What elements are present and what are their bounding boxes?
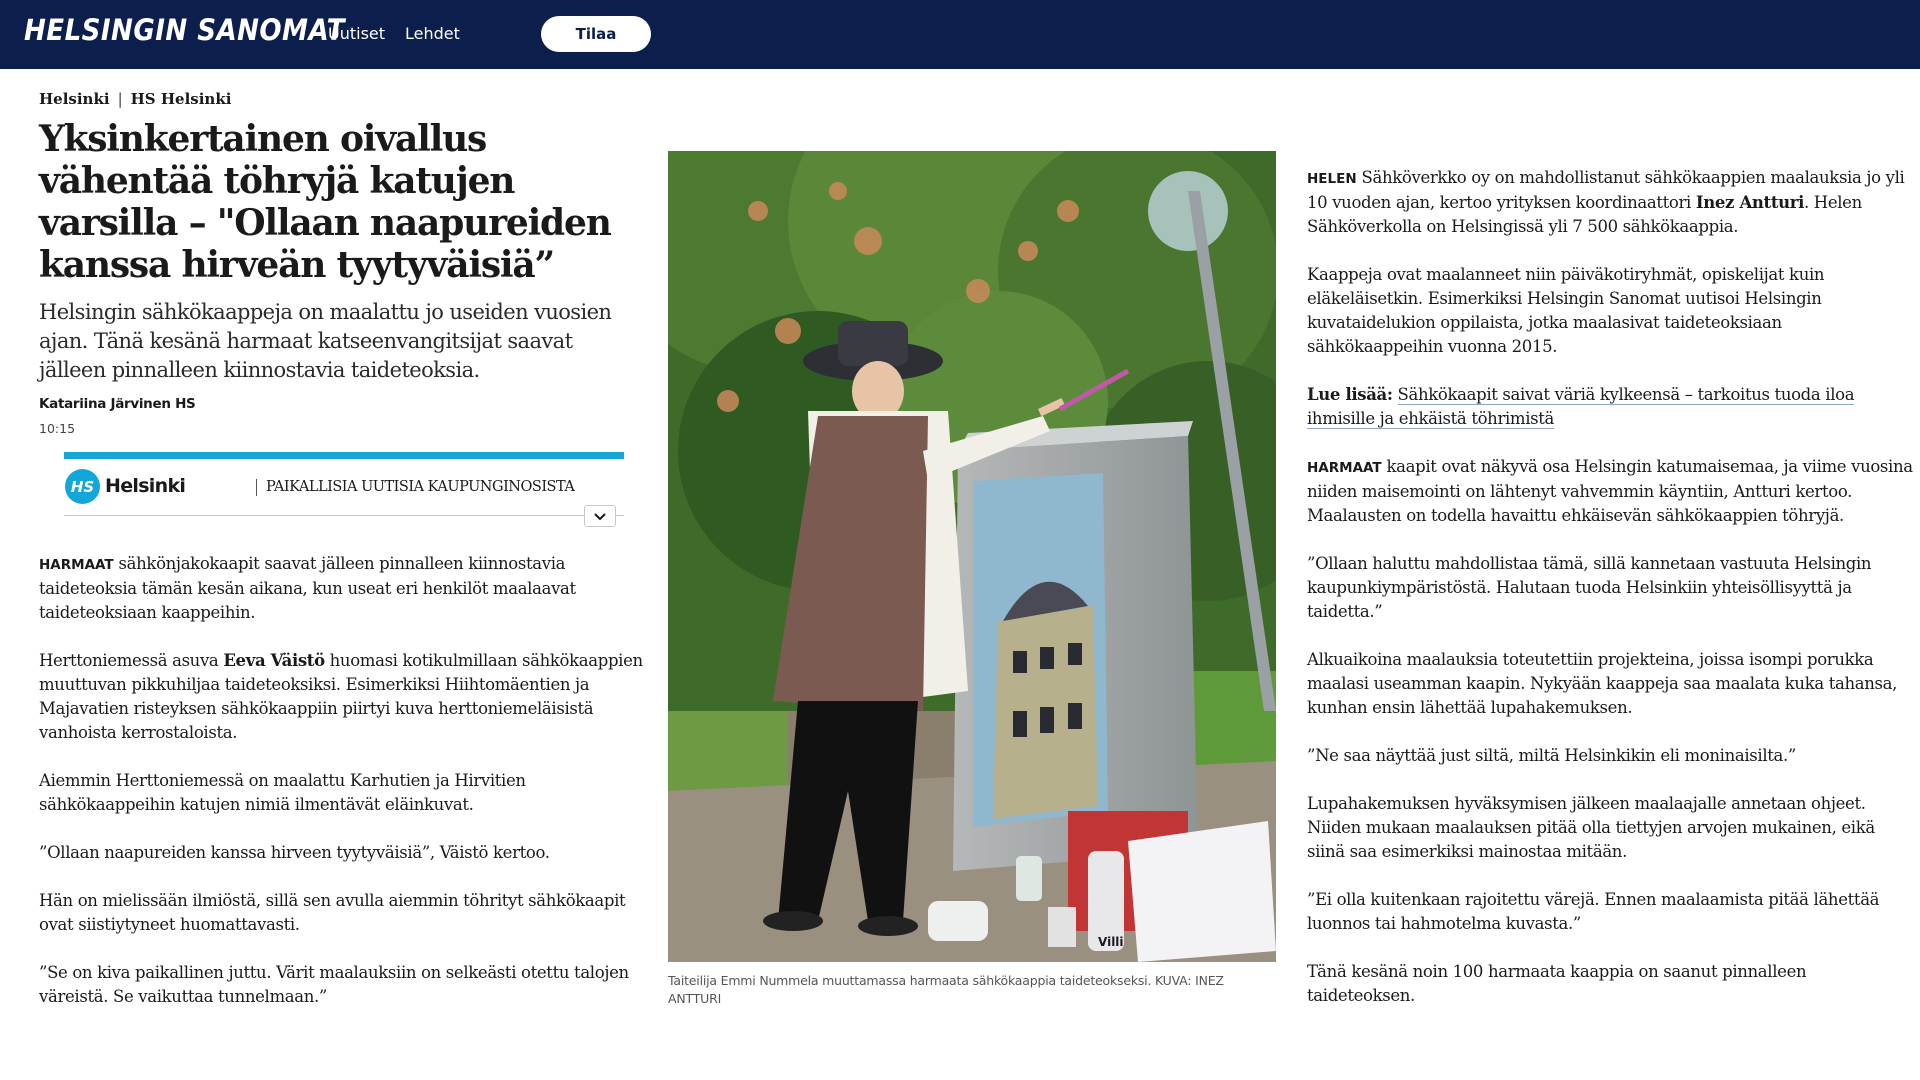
promo-accent-bar	[64, 452, 624, 459]
paragraph-text: Sähköverkko oy on mahdollistanut sähkökaappien maalauksia jo yli 10 vuoden ajan, kertoo yrityksen koordinaattori	[1307, 168, 1905, 212]
promo-expand-button[interactable]	[584, 505, 616, 527]
lead-caps: HARMAAT	[1307, 460, 1382, 476]
promo-section-name[interactable]: Helsinki	[105, 475, 186, 497]
paragraph: ”Ollaan haluttu mahdollistaa tämä, sillä kannetaan vastuuta Helsingin kaupunkiympäristöstä. Halutaan tuoda Helsinkiin yhteisöllisyyttä ja taidetta.”	[1307, 554, 1872, 621]
hs-badge-icon[interactable]: HS	[65, 469, 100, 504]
breadcrumb-hs-helsinki[interactable]: HS Helsinki	[130, 90, 232, 108]
paragraph-text: kaapit ovat näkyvä osa Helsingin katumaisemaa, ja viime vuosina niiden maisemointi on lähtenyt vahvemmin käyntiin, Antturi kertoo. Maalausten on todella havaittu ehkäisevän sähkökaappien töhryjä.	[1307, 457, 1913, 525]
paragraph: ”Ei olla kuitenkaan rajoitettu värejä. Ennen maalaamista pitää lähettää luonnos tai hahmotelma kuvasta.”	[1307, 890, 1880, 933]
paragraph	[1307, 166, 1915, 239]
promo-divider	[256, 479, 257, 496]
chevron-down-icon	[593, 512, 607, 521]
person-name: Eeva Väistö	[223, 651, 325, 670]
read-more	[1307, 383, 1915, 431]
publish-time: 10:15	[39, 421, 76, 436]
breadcrumb	[39, 90, 231, 108]
site-logo[interactable]: HELSINGIN SANOMAT	[24, 13, 345, 47]
lead-caps: HARMAAT	[39, 557, 114, 573]
article-body-right	[1307, 166, 1915, 1032]
paragraph: Lupahakemuksen hyväksymisen jälkeen maalaajalle annetaan ohjeet. Niiden mukaan maalauksen pitää olla tiettyjen arvojen mukainen, eikä siinä saa esimerkiksi mainostaa mitään.	[1307, 794, 1875, 861]
breadcrumb-helsinki[interactable]: Helsinki	[39, 90, 110, 108]
paragraph	[1307, 455, 1915, 528]
nav-link-lehdet[interactable]: Lehdet	[405, 24, 460, 43]
photo-caption: Taiteilija Emmi Nummela muuttamassa harmaata sähkökaappia taideteokseksi. KUVA: INEZ ANTTURI	[668, 973, 1224, 1006]
paragraph: Aiemmin Herttoniemessä on maalattu Karhutien ja Hirvitien sähkökaappeihin katujen nimiä ilmentävät eläinkuvat.	[39, 771, 526, 814]
subscribe-button[interactable]: Tilaa	[541, 16, 651, 52]
paragraph: Tänä kesänä noin 100 harmaata kaappia on saanut pinnalleen taideteoksen.	[1307, 962, 1807, 1005]
paragraph-text: sähkönjakokaapit saavat jälleen pinnalleen kiinnostavia taideteoksia tämän kesän aikana, kun useat eri henkilöt maalaavat taideteoksiaan kaappeihin.	[39, 554, 576, 622]
paragraph: Alkuaikoina maalauksia toteutettiin projekteina, joissa isompi porukka maalasi useamman kaapin. Nykyään kaappeja saa maalata kuka tahansa, kunhan ensin lähettää lupahakemuksen.	[1307, 650, 1898, 717]
paragraph	[39, 552, 644, 625]
breadcrumb-separator: |	[117, 90, 123, 108]
paragraph: Hän on mielissään ilmiöstä, sillä sen avulla aiemmin töhrityt sähkökaapit ovat siistiytyneet huomattavasti.	[39, 891, 626, 934]
article-headline: Yksinkertainen oivallus vähentää töhryjä katujen varsilla – "Ollaan naapureiden kanssa hirveän tyytyväisiä”	[39, 118, 611, 286]
read-more-label: Lue lisää:	[1307, 385, 1393, 404]
author-name[interactable]: Katariina Järvinen HS	[39, 396, 196, 412]
paragraph: ”Se on kiva paikallinen juttu. Värit maalauksiin on selkeästi otettu talojen väreistä. Se vaikuttaa tunnelmaan.”	[39, 963, 629, 1006]
photo-artist-painting-cabinet	[668, 151, 1276, 962]
nav-link-uutiset[interactable]: Uutiset	[328, 24, 386, 43]
promo-tagline: PAIKALLISIA UUTISIA KAUPUNGINOSISTA	[266, 479, 575, 495]
lead-caps: HELEN	[1307, 171, 1357, 187]
read-more-link[interactable]: Sähkökaapit saivat väriä kylkeensä – tarkoitus tuoda iloa ihmisille ja ehkäistä töhrimistä	[1307, 385, 1855, 428]
article-lead: Helsingin sähkökaappeja on maalattu jo useiden vuosien ajan. Tänä kesänä harmaat katseenvangitsijat saavat jälleen pinnalleen kiinnostavia taideteoksia.	[39, 300, 612, 382]
top-navigation-bar	[0, 0, 1920, 69]
paragraph-text: . Helen Sähköverkolla on Helsingissä yli 7 500 sähkökaappia.	[1307, 193, 1862, 236]
paragraph-text: Herttoniemessä asuva	[39, 651, 224, 670]
promo-bottom-line	[64, 515, 624, 516]
paragraph: Kaappeja ovat maalanneet niin päiväkotiryhmät, opiskelijat kuin eläkeläisetkin. Esimerkiksi Helsingin Sanomat uutisoi Helsingin kuvataidelukion oppilaista, jotka maalasivat taideteoksiaan sähkökaappeihin vuonna 2015.	[1307, 265, 1825, 356]
paragraph	[39, 649, 644, 745]
paragraph-text: huomasi kotikulmillaan sähkökaappien muuttuvan pikkuhiljaa taideteoksiksi. Esimerkiksi Hiihtomäentien ja Majavatien risteyksen sähkökaappiin piirtyi kuva herttoniemeläisistä vanhoista kerrostaloista.	[39, 651, 643, 742]
article-body-left	[39, 552, 644, 1033]
paragraph: ”Ne saa näyttää just siltä, miltä Helsinkikin eli moninaisilta.”	[1307, 746, 1796, 765]
paragraph: ”Ollaan naapureiden kanssa hirveen tyytyväisiä”, Väistö kertoo.	[39, 843, 550, 862]
person-name: Inez Antturi	[1695, 193, 1805, 212]
bottle-label: Villi	[1098, 935, 1124, 949]
article-photo[interactable]	[668, 151, 1276, 962]
